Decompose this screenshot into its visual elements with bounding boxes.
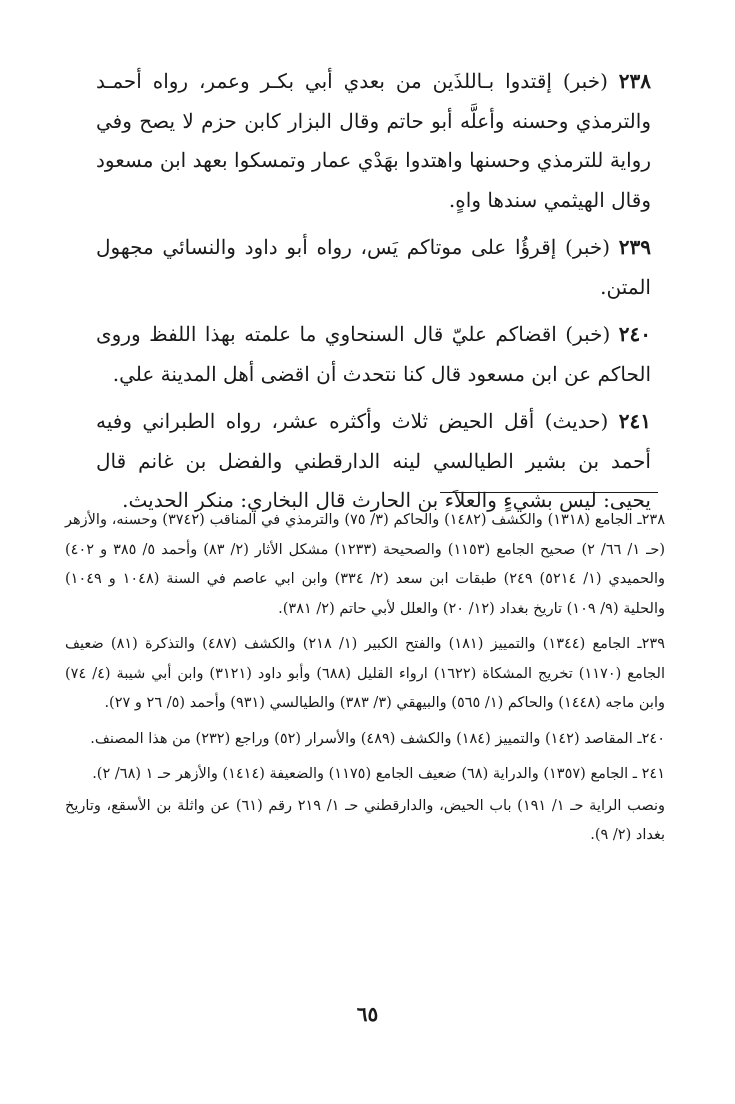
- footnote-divider: [440, 492, 658, 493]
- footnote-241: ٢٤١ ـ الجامع (١٣٥٧) والدراية (٦٨) ضعيف الجامع (١١٧٥) والضعيفة (١٤١٤) والأزهر حـ ١ (٦٨/ ٢).: [92, 766, 665, 782]
- main-text: [96, 62, 651, 529]
- footnote-239: ٢٣٩ـ الجامع (١٣٤٤) والتمييز (١٨١) والفتح الكبير (١/ ٢١٨) والكشف (٤٨٧) والتذكرة (٨١) ضعيف الجامع (١١٧٠) تخريج المشكاة (١٦٢٢) ارواء القليل (٦٨٨) وأبو داود (٣١٢١) وابن أبي شيبة (٤/ ٧٤) وابن ماجه (١٤٤٨) والحاكم (١/ ٥٦٥) والبيهقي (٣/ ٣٨٣) والطيالسي (٩٣١) وأحمد (٥/ ٢٦ و ٢٧).: [65, 636, 665, 711]
- entry-number: ٢٤٠: [618, 322, 652, 346]
- entry-239: [96, 228, 651, 307]
- footnotes: [65, 506, 665, 857]
- entry-238: [96, 62, 651, 220]
- footnote-241-continued: ونصب الراية حـ ١/ ١٩١) باب الحيض، والدارقطني حـ ١/ ٢١٩ رقم (٦١) عن واثلة بن الأسقع، وتاريخ بغداد (٢/ ٩).: [65, 797, 665, 843]
- entry-number: ٢٣٩: [618, 235, 651, 259]
- entry-number: ٢٣٨: [618, 69, 651, 93]
- entry-text: (حديث) أقل الحيض ثلاث وأكثره عشر، رواه الطبراني وفيه أحمد بن بشير الطيالسي لينه الدارقطني والفضل بن غانم قال يحيى: ليس بشيءٍ والعلاَء بن الحارث قال البخاري: منكر الحديث.: [96, 409, 651, 512]
- entry-number: ٢٤١: [618, 409, 651, 433]
- footnote-240: ٢٤٠ـ المقاصد (١٤٢) والتمييز (١٨٤) والكشف (٤٨٩) والأسرار (٥٢) وراجع (٢٣٢) من هذا المصنف.: [90, 730, 665, 747]
- entry-text: (خبر) إقرؤُا على موتاكم يَس، رواه أبو داود والنسائي مجهول المتن.: [96, 235, 651, 299]
- entry-text: (خبر) إقتدوا بـاللذَين من بعدي أبي بكـر وعمر، رواه أحمـد والترمذي وحسنه وأعلَّه أبو حاتم وقال البزار كابن حزم لا يصح وفي رواية للترمذي وحسنها واهتدوا بهَدْي عمار وتمسكوا بعهد ابن مسعود وقال الهيثمي سندها واهٍ.: [96, 69, 651, 212]
- entry-240: [96, 315, 651, 394]
- entry-text: (خبر) اقضاكم عليّ قال السنحاوي ما علمته بهذا اللفظ وروى الحاكم عن ابن مسعود قال كنا نتحدث أن اقضى أهل المدينة علي.: [96, 322, 651, 386]
- page-number: ٦٥: [356, 1002, 379, 1026]
- entry-241: [96, 402, 651, 521]
- footnote-238: ٢٣٨ـ الجامع (١٣١٨) والكشف (١٤٨٢) والحاكم (٣/ ٧٥) والترمذي في المناقب (٣٧٤٢) وحسنه، والأزهر (حـ ١/ ٦٦/ ٢) صحيح الجامع (١١٥٣) والصحيحة (١٢٣٣) مشكل الأثار (٢/ ٨٣) وأحمد ٥/ ٣٨٥ و ٤٠٢) والحميدي (١/ ٥٢١٤) ٢٤٩) طبقات ابن سعد (٢/ ٣٣٤) وابن ابي عاصم في السنة (١٠٤٨ و ١٠٤٩) والحلية (٩/ ١٠٩) تاريخ بغداد (١٢/ ٢٠) والعلل لأبي حاتم (٢/ ٣٨١).: [65, 512, 666, 617]
